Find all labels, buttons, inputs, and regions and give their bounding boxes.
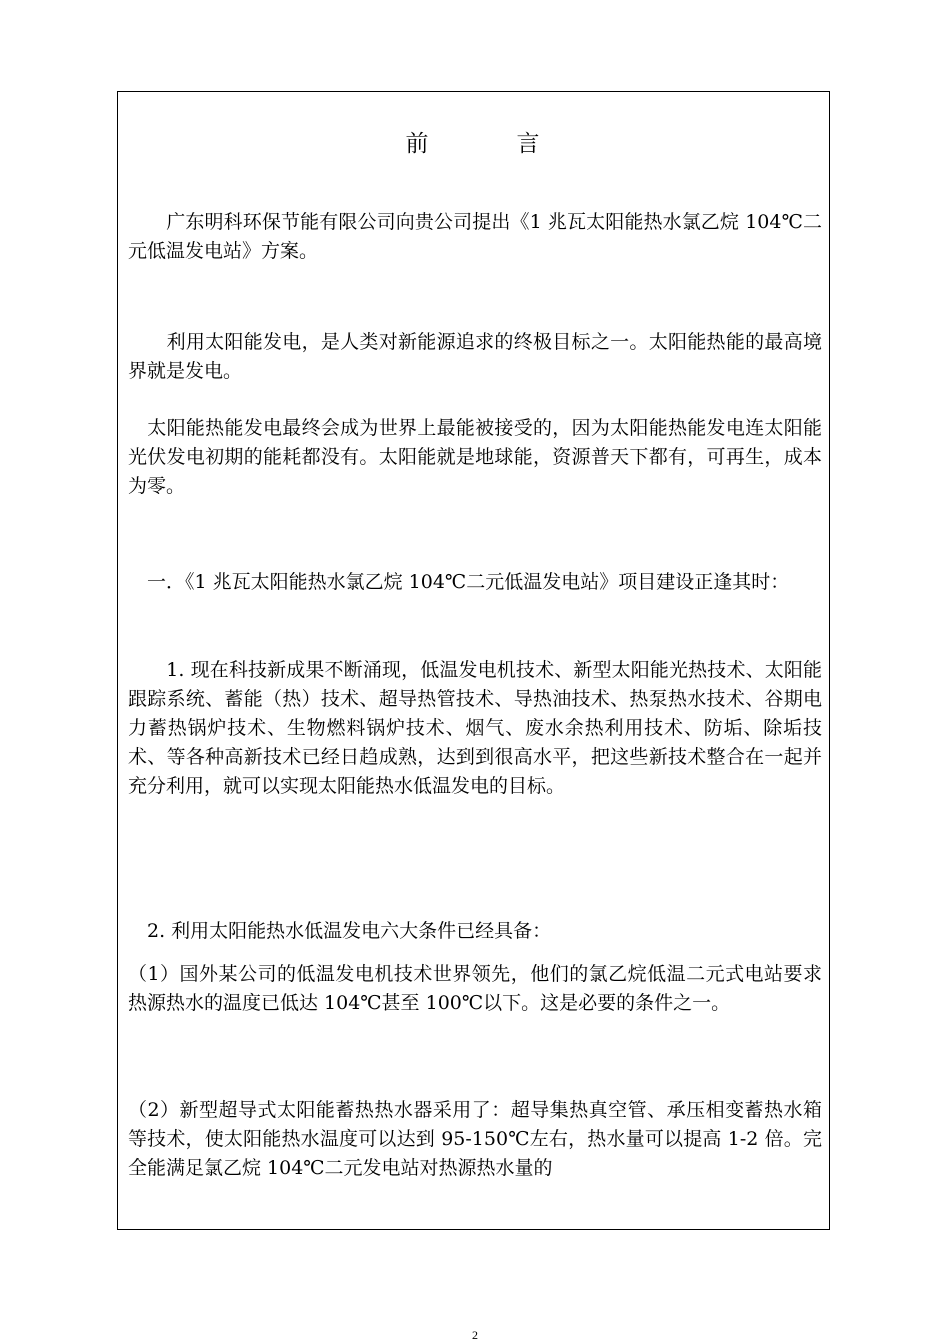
paragraph-condition-1 xyxy=(128,960,822,1018)
page-title xyxy=(117,125,830,158)
paragraph-text: （2）新型超导式太阳能蓄热热水器采用了：超导集热真空管、承压相变蓄热水箱等技术，使太阳能热水温度可以达到 95-150℃左右，热水量可以提高 1-2 倍。完全能满足氯乙烷 104℃二元发电站对热源热水量的 xyxy=(128,1099,822,1179)
page-number: 2 xyxy=(472,1328,478,1342)
paragraph-tech-point-1 xyxy=(128,656,822,801)
paragraph-text: 2. 利用太阳能热水低温发电六大条件已经具备： xyxy=(128,920,552,942)
paragraph-text: （1）国外某公司的低温发电机技术世界领先，他们的氯乙烷低温二元式电站要求热源热水的温度已低达 104℃甚至 100℃以下。这是必要的条件之一。 xyxy=(128,963,822,1014)
paragraph-intro xyxy=(128,208,822,266)
paragraph-condition-2 xyxy=(128,1096,822,1183)
paragraph-text: 1. 现在科技新成果不断涌现，低温发电机技术、新型太阳能光热技术、太阳能跟踪系统、蓄能（热）技术、超导热管技术、导热油技术、热泵热水技术、谷期电力蓄热锅炉技术、生物燃料锅炉技术、烟气、废水余热利用技术、防垢、除垢技术、等各种高新技术已经日趋成熟，达到到很高水平，把这些新技术整合在一起并充分利用，就可以实现太阳能热水低温发电的目标。 xyxy=(128,659,822,797)
paragraph-text: 广东明科环保节能有限公司向贵公司提出《1 兆瓦太阳能热水氯乙烷 104℃二元低温发电站》方案。 xyxy=(128,211,822,262)
title-char-left: 前 xyxy=(405,131,431,157)
paragraph-text: 一．《1 兆瓦太阳能热水氯乙烷 104℃二元低温发电站》项目建设正逢其时： xyxy=(128,571,790,593)
paragraph-text: 太阳能热能发电最终会成为世界上最能被接受的，因为太阳能热能发电连太阳能光伏发电初期的能耗都没有。太阳能就是地球能，资源普天下都有，可再生，成本为零。 xyxy=(128,417,822,497)
paragraph-tech-point-2 xyxy=(128,917,822,946)
title-char-right: 言 xyxy=(516,131,542,157)
section-heading-1 xyxy=(128,568,822,597)
paragraph-text: 利用太阳能发电，是人类对新能源追求的终极目标之一。太阳能热能的最高境界就是发电。 xyxy=(128,331,822,382)
paragraph-solar-goal xyxy=(128,328,822,386)
paragraph-solar-advantage xyxy=(128,414,822,501)
